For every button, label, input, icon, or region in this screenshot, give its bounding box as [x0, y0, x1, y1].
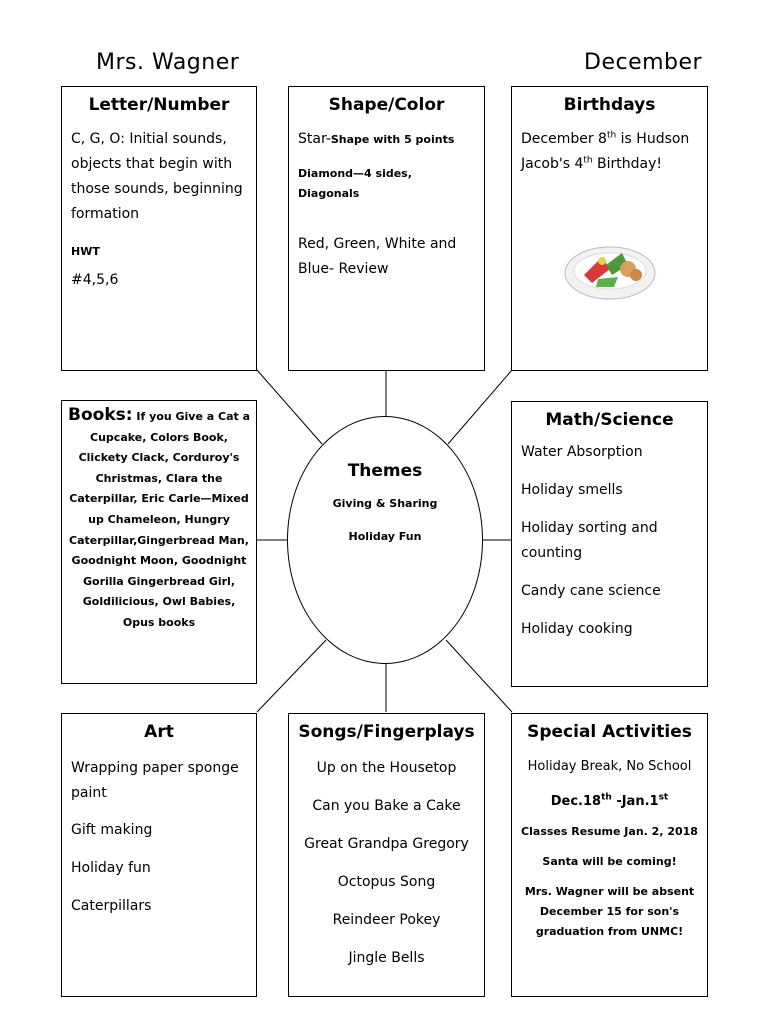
shape-color-diamond: Diamond—4 sides, Diagonals [298, 167, 412, 200]
songs-item-4: Reindeer Pokey [332, 912, 441, 928]
birthdays-title: Birthdays [563, 95, 656, 115]
math-science-item-2: Holiday sorting and counting [521, 520, 658, 561]
star-desc: Shape with 5 points [330, 133, 455, 146]
math-science-title: Math/Science [545, 410, 674, 430]
special-santa: Santa will be coming! [542, 855, 677, 868]
special-break: Holiday Break, No School [527, 759, 692, 774]
special-box [511, 713, 708, 997]
math-science-item-3: Candy cane science [521, 583, 661, 599]
letter-number-hwt: HWT [71, 245, 100, 258]
shape-color-box [288, 86, 485, 371]
art-item-2: Holiday fun [71, 860, 151, 876]
letter-number-text: C, G, O: Initial sounds, objects that begin with those sounds, beginning formation [71, 131, 243, 222]
math-science-box [511, 401, 708, 687]
connector-bottom-left [257, 640, 326, 712]
art-item-0: Wrapping paper sponge paint [71, 760, 239, 801]
special-dates-b: -Jan.1 [611, 794, 659, 809]
books-title: Books: [68, 405, 133, 425]
themes-title: Themes [347, 461, 423, 481]
songs-item-0: Up on the Housetop [316, 760, 457, 776]
special-resume: Classes Resume Jan. 2, 2018 [521, 825, 698, 838]
star-label: Star- [298, 131, 331, 147]
songs-box [288, 713, 485, 997]
themes-item-0: Giving & Sharing [332, 497, 438, 510]
birthday-text-b: is Hudson Jacob's 4 [521, 131, 690, 172]
special-absent: Mrs. Wagner will be absent December 15 for son's graduation from UNMC! [524, 885, 695, 938]
special-dates-sup-a: th [601, 792, 612, 803]
teacher-name: Mrs. Wagner [96, 50, 240, 75]
letter-number-title: Letter/Number [88, 95, 230, 115]
songs-item-3: Octopus Song [337, 874, 436, 890]
special-dates-sup-b: st [658, 792, 669, 803]
themes-item-1: Holiday Fun [348, 530, 422, 543]
connector-top-left [257, 370, 322, 444]
month-title: December [584, 50, 703, 75]
birthday-text-a: December 8 [521, 131, 607, 147]
math-science-item-1: Holiday smells [521, 482, 623, 498]
birthdays-box [511, 86, 708, 371]
songs-item-5: Jingle Bells [348, 950, 425, 966]
art-title: Art [144, 722, 174, 742]
books-box [61, 400, 257, 684]
math-science-item-0: Water Absorption [521, 444, 643, 460]
birthday-sup-a: th [606, 130, 617, 141]
birthday-sup-b: th [583, 155, 593, 166]
connector-top-right [448, 370, 512, 444]
art-item-3: Caterpillars [71, 898, 152, 914]
cookie-plate-icon [562, 235, 658, 305]
birthdays-text [512, 127, 707, 177]
birthday-text-c: Birthday! [592, 156, 663, 172]
connector-bottom-right [446, 640, 512, 712]
letter-number-box [61, 86, 257, 371]
shape-color-star [289, 127, 484, 152]
shape-color-colors: Red, Green, White and Blue- Review [298, 236, 457, 277]
books-list: If you Give a Cat a Cupcake, Colors Book, Clickety Clack, Corduroy's Christmas, Clara the Caterpillar, Eric Carle—Mixed up Chameleon, Hungry Caterpillar,Gingerbread Man, Goodnight Moon, Goodnight Gorilla Gingerbread Girl, Goldilicious, Owl Babies, Opus books [69, 410, 251, 629]
books-text [62, 401, 256, 634]
letter-number-numbers: #4,5,6 [71, 272, 119, 288]
songs-item-2: Great Grandpa Gregory [304, 836, 469, 852]
songs-title: Songs/Fingerplays [298, 722, 475, 742]
shape-color-title: Shape/Color [328, 95, 445, 115]
art-box [61, 713, 257, 997]
special-title: Special Activities [527, 722, 692, 742]
songs-item-1: Can you Bake a Cake [312, 798, 461, 814]
special-dates-a: Dec.18 [550, 794, 602, 809]
special-dates [512, 789, 707, 814]
themes-ellipse [287, 416, 483, 664]
math-science-item-4: Holiday cooking [521, 621, 633, 637]
art-item-1: Gift making [71, 822, 153, 838]
